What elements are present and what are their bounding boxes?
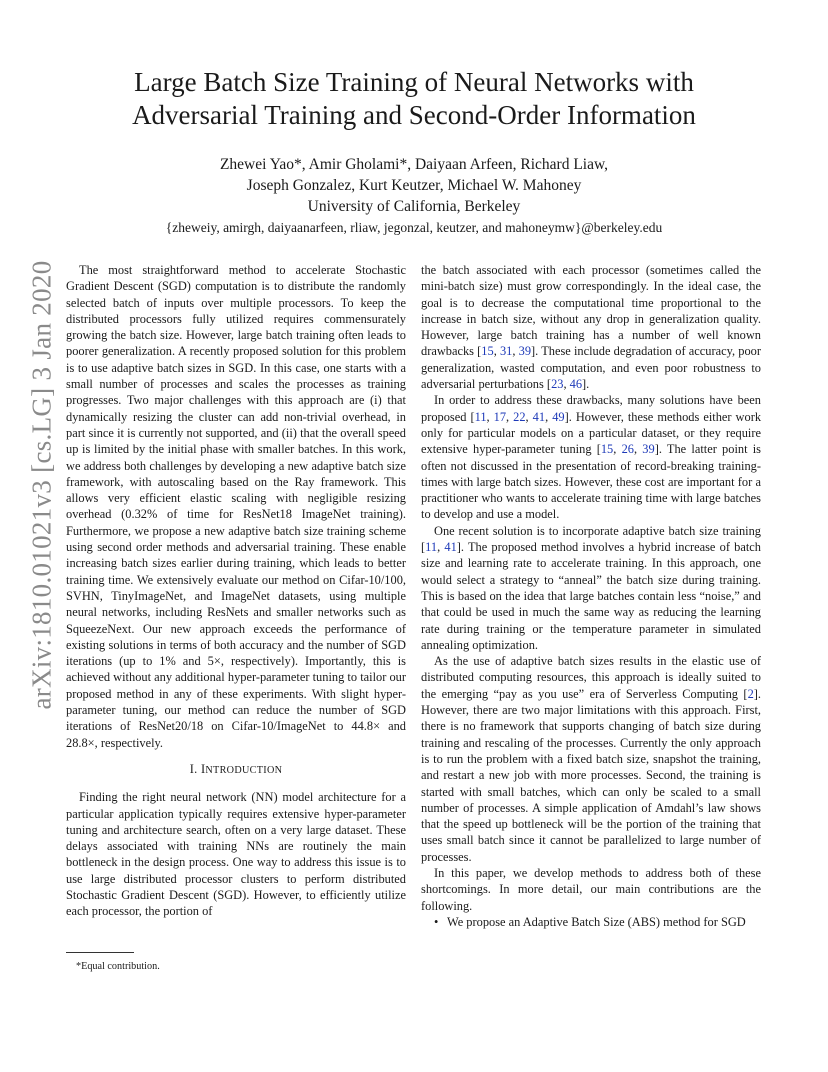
citation-link[interactable]: 11: [425, 540, 438, 555]
bullet-icon: •: [434, 914, 439, 929]
text-run: the batch associated with each processor (sometimes called the mini-batch size) must grow correspondingly. In the ideal case, the goal is to decrease the computational time proportional to the increase in batch size, without any drop in generalization quality. However, large batch training has a number of well known drawbacks [: [421, 263, 761, 359]
citation-link[interactable]: 15: [481, 344, 494, 359]
text-run: ,: [506, 409, 514, 424]
arxiv-identifier-text: arXiv:1810.01021v3 [cs.LG] 3 Jan 2020: [26, 260, 56, 710]
text-run: ,: [486, 409, 494, 424]
citation-link[interactable]: 22: [513, 409, 526, 424]
text-run: In order to address these drawbacks, many solutions have been proposed [: [421, 393, 761, 424]
citation-link[interactable]: 15: [600, 442, 614, 457]
text-run: ,: [563, 377, 570, 392]
left-column: [66, 262, 406, 920]
intro-paragraph-continued: [421, 262, 761, 392]
citation-link[interactable]: 17: [493, 409, 507, 424]
citation-link[interactable]: 39: [518, 344, 532, 359]
text-run: One recent solution is to incorporate adaptive batch size training [: [421, 523, 761, 555]
section-heading-introduction: [66, 761, 406, 779]
citation-link[interactable]: 46: [569, 377, 583, 392]
citation-link[interactable]: 39: [642, 442, 655, 457]
abstract-paragraph: The most straightforward method to accelerate Stochastic Gradient Descent (SGD) computation is to distribute the randomly selected batch of inputs over multiple processors. To keep the distributed processors fully utilized requires commensurately growing the batch size. However, large batch training often leads to poorer generalization. A recently proposed solution for this problem is to use adaptive batch sizes in SGD. In this case, one starts with a small number of processes and scales the processes as training progresses. Two major challenges with this approach are (i) that dynamically resizing the cluster can add non-trivial overhead, in part since it is currently not supported, and (ii) that the overall speed up is limited by the initial phase with smaller batches. In this work, we address both challenges by developing a new adaptive batch size framework, with autoscaling based on the Ray framework. This allows very efficient elastic scaling with negligible resizing overhead (0.32% of time for ResNet18 ImageNet training). Furthermore, we propose a new adaptive batch size training scheme using second order methods and adversarial training. These enable increasing batch sizes earlier during training, which leads to better training time. We extensively evaluate our method on Cifar-10/100, SVHN, TinyImageNet, and ImageNet datasets, using multiple neural networks, including ResNets and smaller networks such as SqueezeNext. Our new approach exceeds the performance of existing solutions in terms of both accuracy and the number of SGD iterations (up to 1% and 5×, respectively). Importantly, this is achieved without any additional hyper-parameter tuning to tailor our proposed method in any of these experiments. With slight hyper-parameter tuning, our method can reduce the number of SGD iterations of ResNet20/18 on Cifar-10/ImageNet to 44.8× and 28.8×, respectively.: [66, 263, 406, 750]
text-run: ]. The proposed method involves a hybrid increase of batch size and learning rate to accelerate training. In this approach, one would select a strategy to “anneal” the batch size during training. This is based on the idea that large batches contain less “noise,” and that could be used in much the same way as reducing the learning rate during training or the temperature parameter in simulated annealing optimization.: [421, 540, 761, 652]
paper-title-line-2: Adversarial Training and Second-Order Information: [132, 100, 696, 130]
contribution-text: We propose an Adaptive Batch Size (ABS) method for SGD: [447, 914, 746, 929]
text-run: ]. The latter point is often not discussed in the presentation of record-breaking training-times with large batch sizes. However, these cost are important for a practitioner who wants to accelerate training time with large batches to develop and use a model.: [421, 442, 762, 522]
citation-link[interactable]: 41: [444, 540, 457, 555]
text-run: ,: [493, 344, 500, 359]
footnote-equal-contribution: *Equal contribution.: [76, 961, 160, 972]
author-list-line-2: Joseph Gonzalez, Kurt Keutzer, Michael W. Mahoney: [246, 177, 582, 194]
text-run: ,: [633, 442, 643, 457]
right-column: [421, 262, 761, 930]
section-title-initial: I: [200, 761, 206, 776]
author-emails: {zheweiy, amirgh, daiyaanarfeen, rliaw, jegonzal, keutzer, and mahoneymw}@berkeley.edu: [165, 220, 663, 235]
citation-link[interactable]: 49: [552, 409, 565, 424]
paper-title-line-1: Large Batch Size Training of Neural Networks with: [134, 67, 694, 97]
text-run: ]. These include degradation of accuracy, poor generalization, wasted computation, and even poor robustness to adversarial perturbations [: [421, 344, 761, 392]
citation-link[interactable]: 11: [474, 409, 487, 424]
text-run: ].: [582, 377, 590, 392]
intro-paragraph-5: In this paper, we develop methods to address both of these shortcomings. In more detail, our main contributions are the following.: [421, 865, 761, 913]
arxiv-identifier-stamp: [24, 260, 59, 710]
text-run: ,: [437, 540, 445, 555]
intro-paragraph-4: [421, 653, 761, 865]
text-run: ,: [545, 409, 553, 424]
citation-link[interactable]: 41: [532, 409, 546, 424]
citation-link[interactable]: 2: [747, 686, 754, 701]
text-run: ,: [525, 409, 533, 424]
author-block: [90, 154, 738, 238]
intro-paragraph-3: [421, 523, 761, 653]
footnote-divider: [66, 952, 134, 953]
section-numeral: I.: [189, 761, 201, 776]
text-run: ,: [512, 344, 519, 359]
intro-paragraph-1: Finding the right neural network (NN) model architecture for a particular application typically requires extensive hyper-parameter tuning and architecture search, often on a very large dataset. These delays associated with training NNs are routinely the main bottleneck in the design process. One way to address this issue is to use large distributed processor clusters to perform distributed Stochastic Gradient Descent (SGD). However, to efficiently utilize each processor, the portion of: [66, 790, 406, 919]
intro-paragraph-2: [421, 392, 761, 522]
citation-link[interactable]: 31: [499, 344, 513, 359]
citation-link[interactable]: 23: [551, 377, 564, 392]
text-run: ,: [613, 442, 622, 457]
contribution-list-item: [421, 914, 761, 930]
text-run: ]. However, these methods either work only for particular models on a particular dataset, or they require extensive hyper-parameter tuning [: [421, 409, 762, 457]
citation-link[interactable]: 26: [621, 442, 634, 457]
affiliation: University of California, Berkeley: [307, 198, 521, 215]
text-run: As the use of adaptive batch sizes results in the elastic use of distributed computing resources, this approach is ideally suited to the emerging “pay as you use” era of Serverless Computing [: [421, 654, 761, 701]
section-title-rest: NTRODUCTION: [205, 764, 283, 776]
author-list-line-1: Zhewei Yao*, Amir Gholami*, Daiyaan Arfeen, Richard Liaw,: [219, 156, 609, 173]
text-run: ]. However, there are two major limitations with this approach. First, there is no framework that supports changing of batch size during training and rescaling of the processes. Currently the only approach is to run the problem with a fixed batch size, snapshot the training, and restart a new job with more processes. Second, the training is started with small batches, which can only be scaled to a small number of processes. A simple application of Amdahl’s law shows that the speed up bottleneck will be the portion of the training that uses small batch since it cannot be parallelized to large number of processes.: [421, 686, 761, 864]
paper-title: [90, 66, 738, 132]
